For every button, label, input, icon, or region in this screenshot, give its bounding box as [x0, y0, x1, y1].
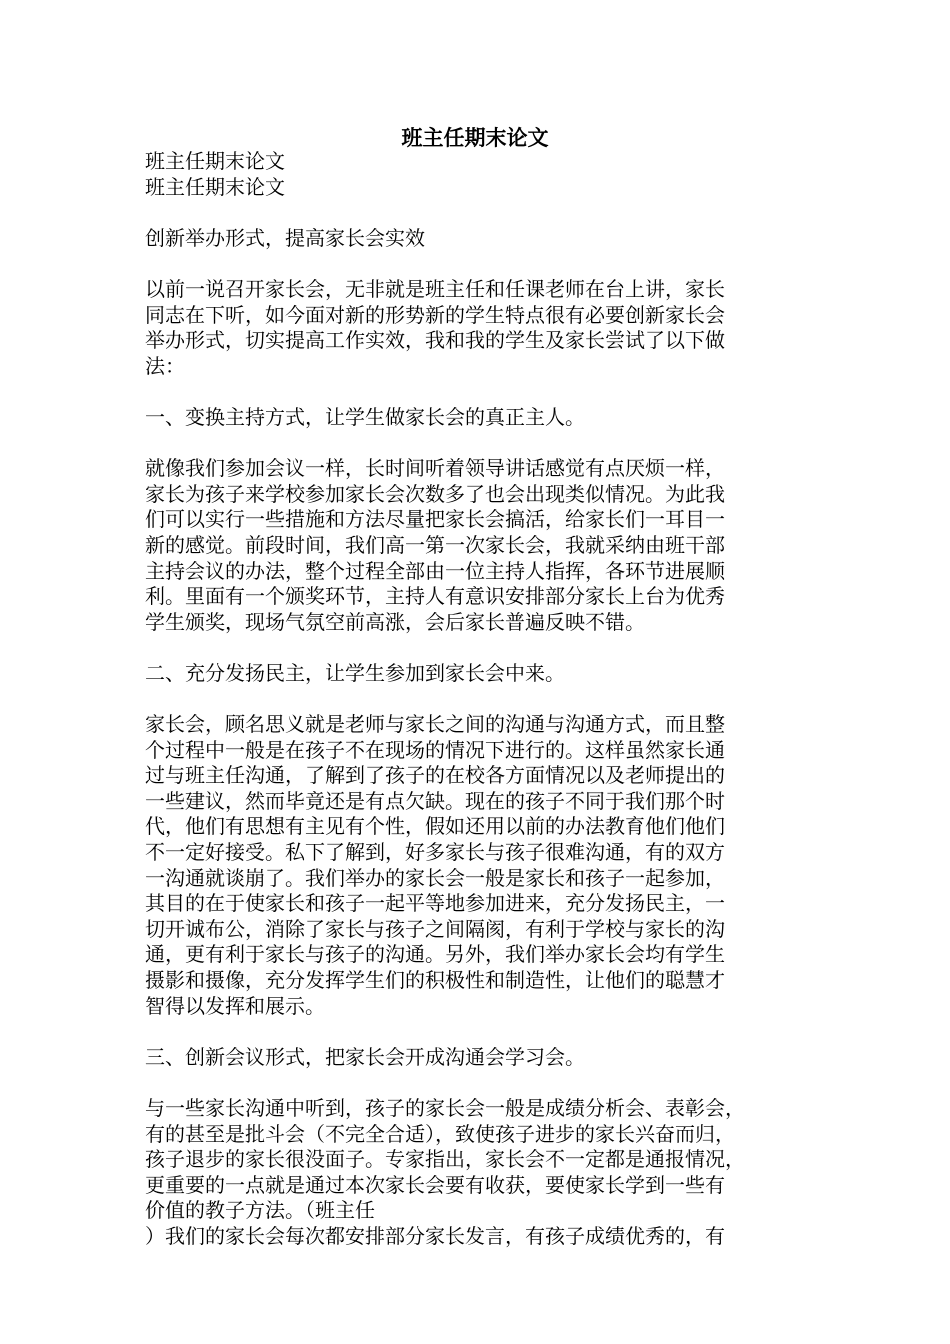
paragraph-spacer — [145, 1019, 805, 1045]
text-line: 价值的教子方法。（班主任 — [145, 1198, 375, 1223]
text-line: 过与班主任沟通，了解到了孩子的在校各方面情况以及老师提出的 — [145, 763, 725, 788]
text-line: 们可以实行一些措施和方法尽量把家长会搞活，给家长们一耳目一 — [145, 507, 725, 532]
text-line: 家长为孩子来学校参加家长会次数多了也会出现类似情况。为此我 — [145, 481, 725, 506]
text-line: 学生颁奖，现场气氛空前高涨，会后家长普遍反映不错。 — [145, 609, 645, 634]
text-line: 孩子退步的家长很没面子。专家指出，家长会不一定都是通报情况， — [145, 1147, 745, 1172]
paragraph — [145, 712, 805, 1019]
paragraph-spacer — [145, 251, 805, 277]
text-line: 有的甚至是批斗会（不完全合适），致使孩子进步的家长兴奋而归， — [145, 1121, 735, 1146]
text-line: 一沟通就谈崩了。我们举办的家长会一般是家长和孩子一起参加， — [145, 865, 725, 890]
text-line: 智得以发挥和展示。 — [145, 993, 325, 1018]
text-line: 法： — [145, 353, 185, 378]
text-line: 通，更有利于家长与孩子的沟通。另外，我们举办家长会均有学生 — [145, 942, 725, 967]
text-line: 一些建议，然而毕竟还是有点欠缺。现在的孩子不同于我们那个时 — [145, 788, 725, 813]
document-title: 班主任期末论文 — [401, 125, 549, 150]
text-line: 代，他们有思想有主见有个性，假如还用以前的办法教育他们他们 — [145, 814, 725, 839]
text-line: ）我们的家长会每次都安排部分家长发言，有孩子成绩优秀的，有 — [145, 1223, 725, 1248]
text-line: 创新举办形式，提高家长会实效 — [145, 225, 425, 250]
paragraph — [145, 456, 805, 635]
paragraph — [145, 1096, 805, 1250]
paragraph-spacer — [145, 379, 805, 405]
text-line: 主持会议的办法，整个过程全部由一位主持人指挥，各环节进展顺 — [145, 558, 725, 583]
paragraph — [145, 149, 805, 200]
text-line: 家长会，顾名思义就是老师与家长之间的沟通与沟通方式，而且整 — [145, 712, 725, 737]
text-line: 不一定好接受。私下了解到，好多家长与孩子很难沟通，有的双方 — [145, 840, 725, 865]
paragraph — [145, 226, 805, 252]
text-line: 就像我们参加会议一样，长时间听着领导讲话感觉有点厌烦一样， — [145, 456, 725, 481]
paragraph-spacer — [145, 635, 805, 661]
text-line: 摄影和摄像，充分发挥学生们的积极性和制造性，让他们的聪慧才 — [145, 968, 725, 992]
paragraph — [145, 661, 805, 687]
text-line: 其目的在于使家长和孩子一起平等地参加进来，充分发扬民主，一 — [145, 891, 725, 916]
text-line: 更重要的一点就是通过本次家长会要有收获，要使家长学到一些有 — [145, 1172, 725, 1197]
text-line: 二、充分发扬民主，让学生参加到家长会中来。 — [145, 660, 565, 685]
text-line: 利。里面有一个颁奖环节，主持人有意识安排部分家长上台为优秀 — [145, 584, 725, 609]
text-line: 三、创新会议形式，把家长会开成沟通会学习会。 — [145, 1044, 585, 1069]
text-line: 以前一说召开家长会，无非就是班主任和任课老师在台上讲，家长 — [145, 276, 725, 301]
text-line: 一、变换主持方式，让学生做家长会的真正主人。 — [145, 404, 585, 429]
text-line: 班主任期末论文 — [145, 174, 285, 199]
text-line: 新的感觉。前段时间，我们高一第一次家长会，我就采纳由班干部 — [145, 532, 725, 557]
text-line: 班主任期末论文 — [145, 149, 285, 173]
paragraph — [145, 405, 805, 431]
paragraph-spacer — [145, 1070, 805, 1096]
paragraph — [145, 1045, 805, 1071]
paragraph-spacer — [145, 431, 805, 457]
text-line: 切开诚布公，消除了家长与孩子之间隔阂，有利于学校与家长的沟 — [145, 916, 725, 941]
paragraph-spacer — [145, 686, 805, 712]
text-line: 与一些家长沟通中听到，孩子的家长会一般是成绩分析会、表彰会， — [145, 1095, 745, 1120]
text-line: 个过程中一般是在孩子不在现场的情况下进行的。这样虽然家长通 — [145, 737, 725, 762]
document-body — [145, 149, 805, 1250]
paragraph — [145, 277, 805, 379]
text-line: 举办形式，切实提高工作实效，我和我的学生及家长尝试了以下做 — [145, 328, 725, 353]
paragraph-spacer — [145, 200, 805, 226]
text-line: 同志在下听，如今面对新的形势新的学生特点很有必要创新家长会 — [145, 302, 725, 327]
